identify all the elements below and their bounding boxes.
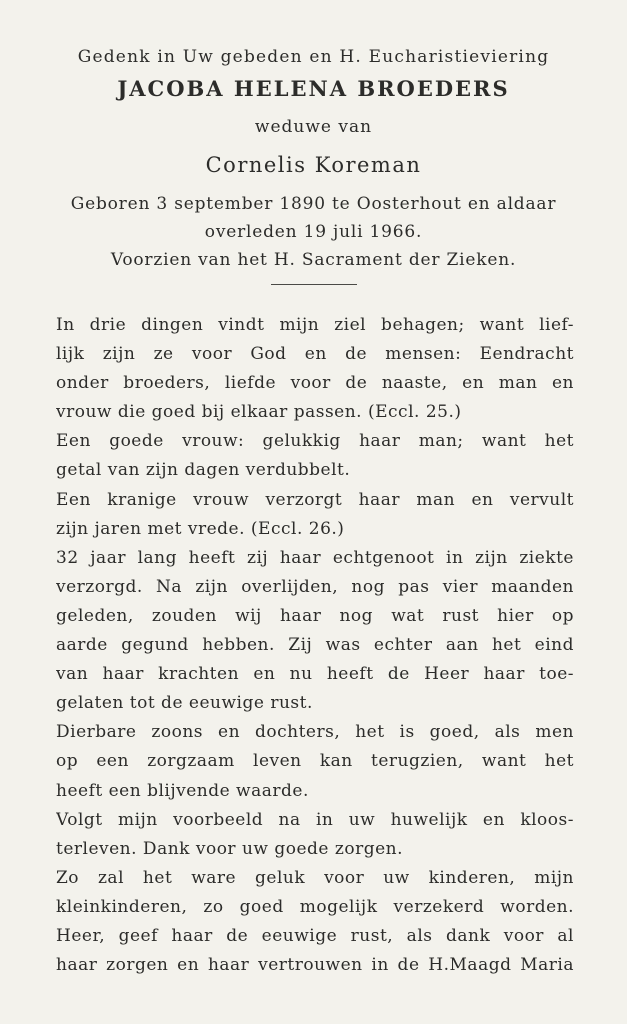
text-line: gelaten tot de eeuwige rust. xyxy=(56,693,313,714)
deceased-name: JACOBA HELENA BROEDERS xyxy=(117,76,510,101)
text-line: verzorgd. Na zijn overlijden, nog pas vier maanden xyxy=(56,576,574,597)
text-line: kleinkinderen, zo goed mogelijk verzekerd worden. xyxy=(56,896,574,917)
text-line: heeft een blijvende waarde. xyxy=(56,780,309,801)
text-line: haar zorgen en haar vertrouwen in de H.Maagd Maria xyxy=(56,955,574,976)
text-line: Volgt mijn voorbeeld na in uw huwelijk en kloos- xyxy=(56,809,574,830)
text-line: onder broeders, liefde voor de naaste, en man en xyxy=(56,373,574,394)
text-line: Dierbare zoons en dochters, het is goed, als men xyxy=(56,722,574,743)
text-line: op een zorgzaam leven kan terugzien, want het xyxy=(56,751,574,772)
birth-line: Geboren 3 september 1890 te Oosterhout en aldaar xyxy=(70,194,557,214)
text-line: In drie dingen vindt mijn ziel behagen; want lief- xyxy=(56,315,574,335)
text-line: Zo zal het ware geluk voor uw kinderen, mijn xyxy=(56,867,574,888)
spouse-name: Cornelis Koreman xyxy=(205,153,422,177)
text-line: getal van zijn dagen verdubbelt. xyxy=(56,460,351,481)
text-line: geleden, zouden wij haar nog wat rust hier op xyxy=(56,605,574,626)
text-line: van haar krachten en nu heeft de Heer haar toe- xyxy=(56,664,574,685)
intro-line: Gedenk in Uw gebeden en H. Eucharistieviering xyxy=(77,47,550,67)
text-line: 32 jaar lang heeft zij haar echtgenoot in zijn ziekte xyxy=(56,547,574,568)
text-line: lijk zijn ze voor God en de mensen: Eendracht xyxy=(56,344,574,365)
death-line: overleden 19 juli 1966. xyxy=(204,222,423,242)
memorial-text xyxy=(56,311,574,980)
text-line: Een goede vrouw: gelukkig haar man; want het xyxy=(56,431,574,452)
text-line: aarde gegund hebben. Zij was echter aan het eind xyxy=(56,635,574,656)
text-line: zijn jaren met vrede. (Eccl. 26.) xyxy=(56,518,345,539)
card-header xyxy=(0,44,627,285)
relation-line: weduwe van xyxy=(254,117,373,137)
text-line: vrouw die goed bij elkaar passen. (Eccl. 25.) xyxy=(56,402,462,423)
text-line: terleven. Dank voor uw goede zorgen. xyxy=(56,838,404,859)
divider xyxy=(271,284,357,285)
text-line: Heer, geef haar de eeuwige rust, als dank voor al xyxy=(56,925,574,946)
dates-block xyxy=(0,190,627,274)
text-line: Een kranige vrouw verzorgt haar man en vervult xyxy=(56,489,574,510)
sacrament-line: Voorzien van het H. Sacrament der Zieken. xyxy=(110,250,517,270)
